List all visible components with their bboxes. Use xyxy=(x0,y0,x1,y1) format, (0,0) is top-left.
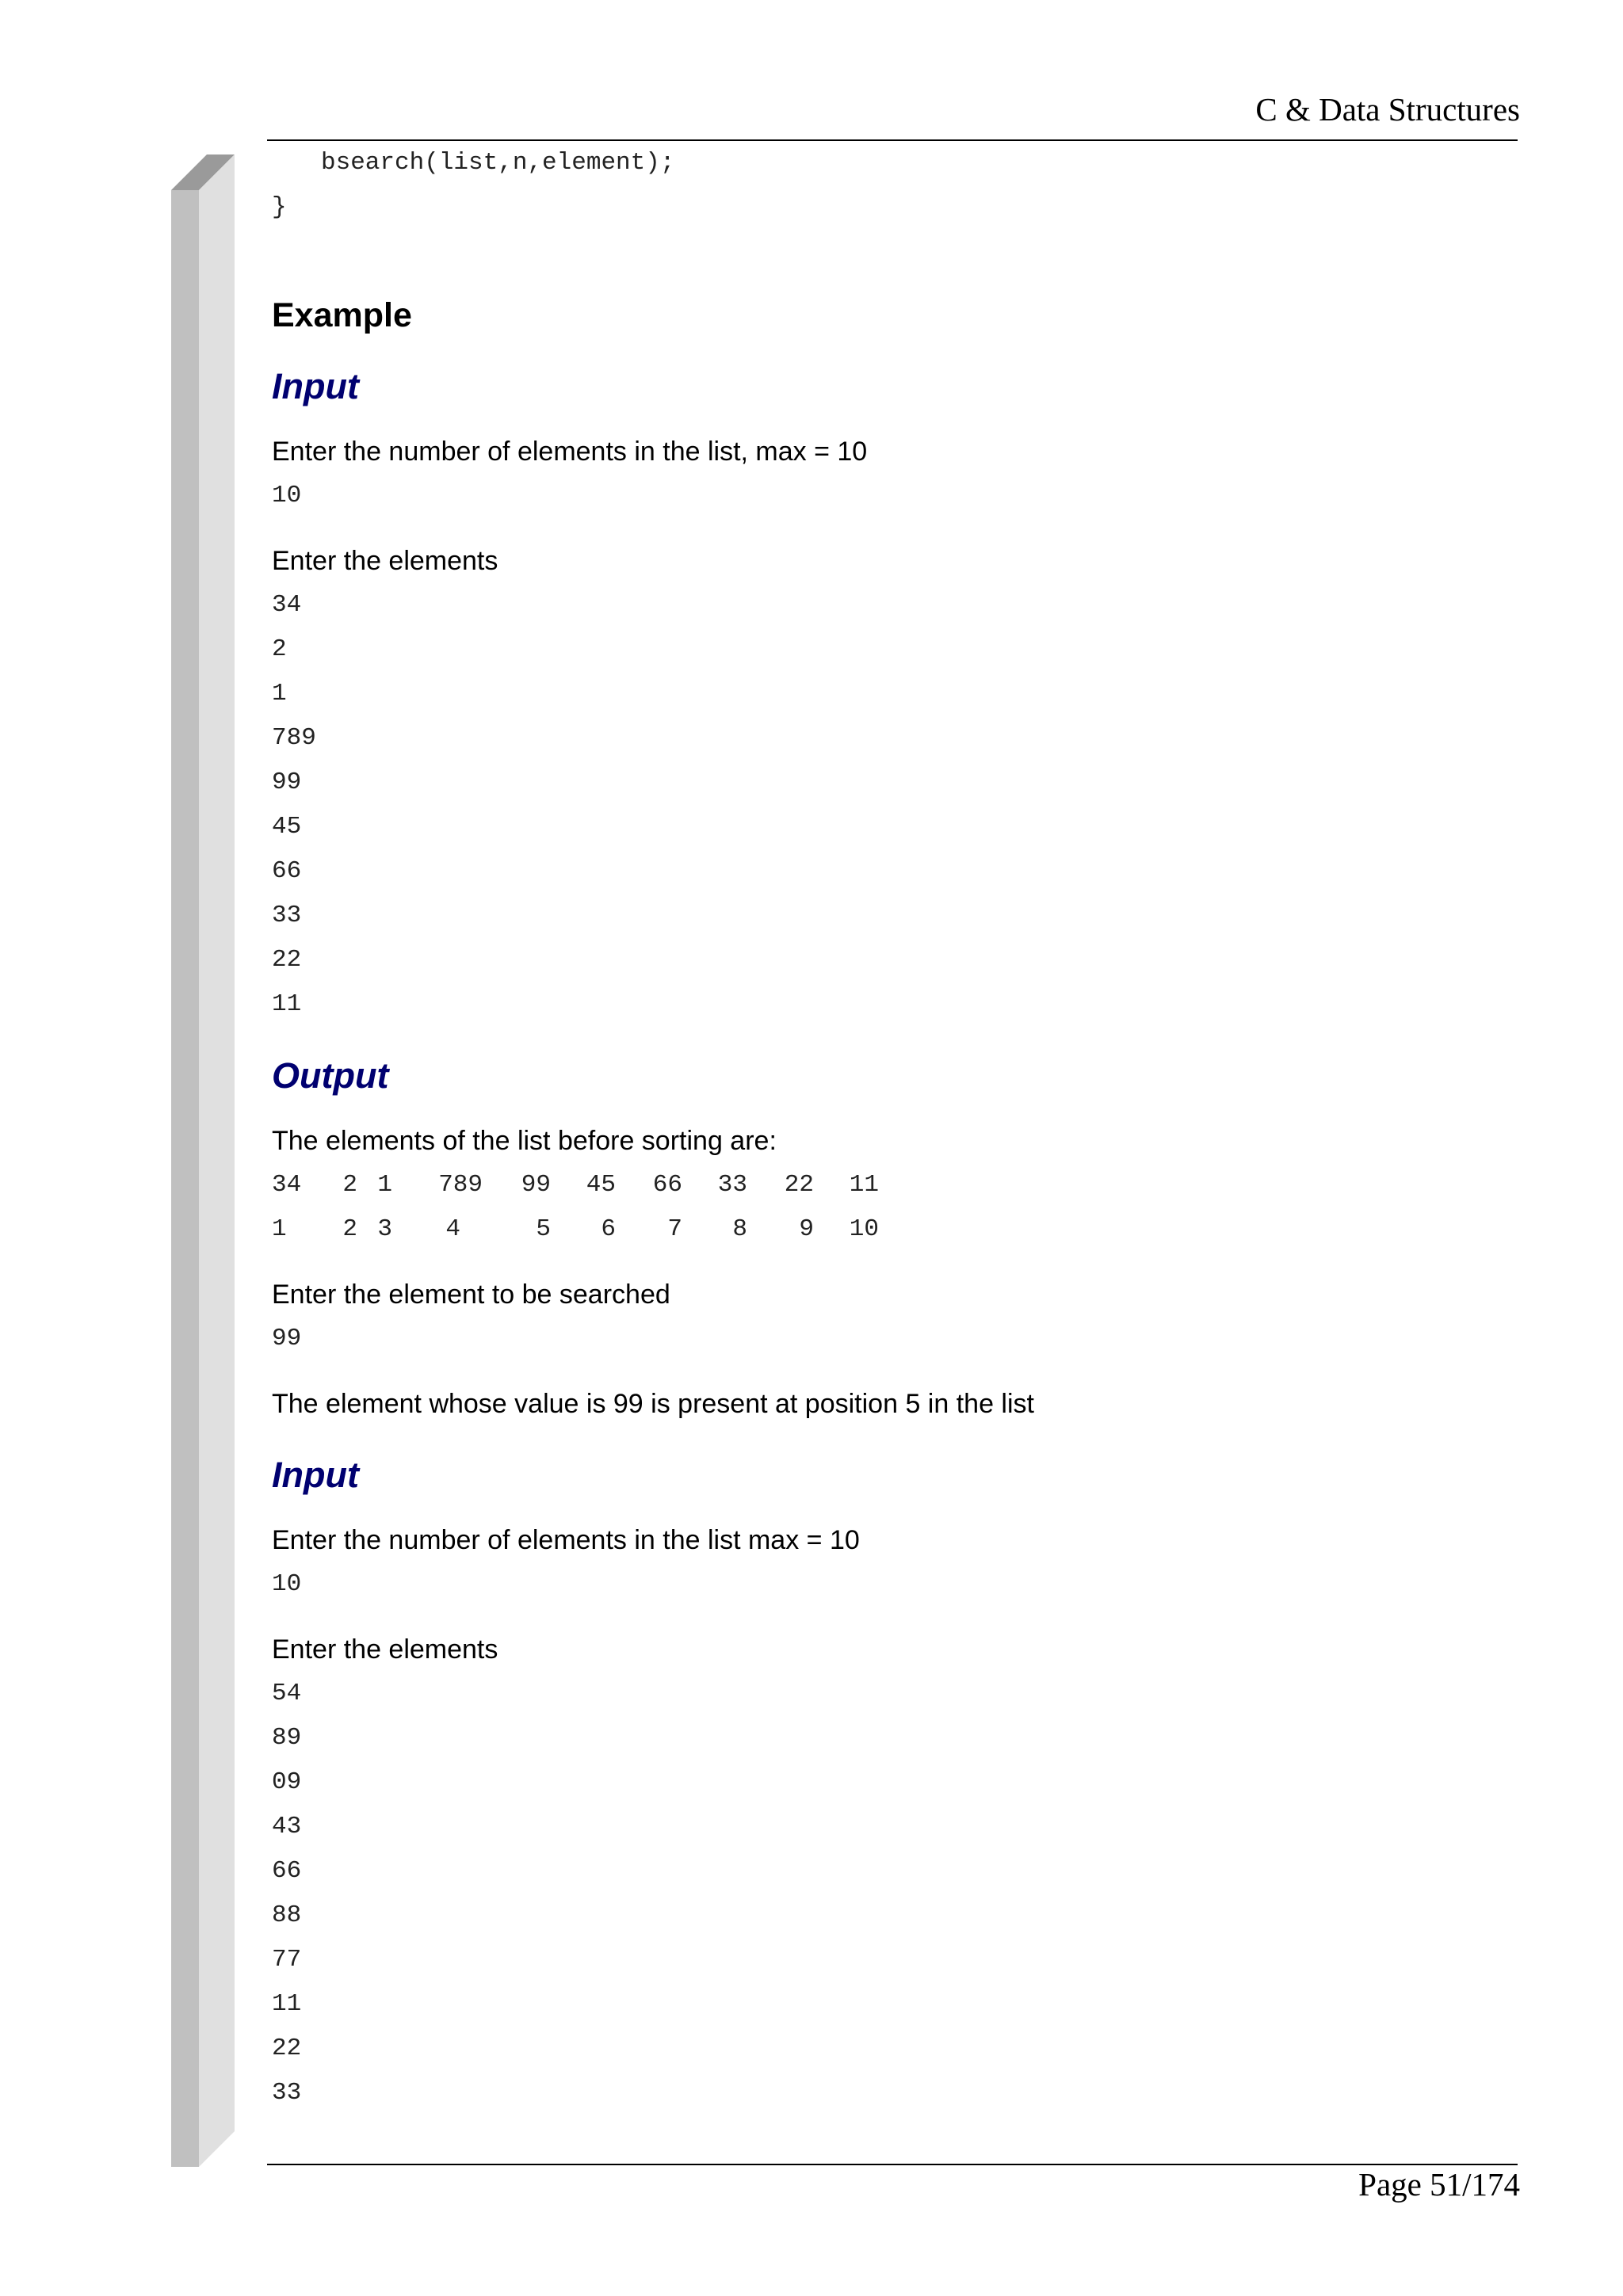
code-snippet xyxy=(272,141,1508,230)
element-value: 11 xyxy=(272,1990,302,2018)
page-binding-bar xyxy=(171,154,235,2167)
element-value: 89 xyxy=(272,1724,302,1752)
binding-bar-face xyxy=(199,154,235,2167)
list-index: 3 xyxy=(377,1215,392,1243)
list-index: 1 xyxy=(272,1215,287,1243)
binding-bar-edge xyxy=(171,190,199,2167)
prompt-elements: Enter the elements xyxy=(272,546,498,576)
element-value: 11 xyxy=(272,990,302,1018)
list-index: 4 xyxy=(445,1215,460,1243)
page-number: Page 51/174 xyxy=(1358,2166,1520,2203)
prompt-search: Enter the element to be searched xyxy=(272,1280,670,1310)
list-value: 34 xyxy=(272,1171,302,1199)
list-index: 8 xyxy=(732,1215,747,1243)
element-value: 54 xyxy=(272,1680,302,1707)
list-index: 2 xyxy=(342,1215,357,1243)
element-value: 77 xyxy=(272,1946,302,1974)
element-value: 99 xyxy=(272,769,302,796)
element-value: 34 xyxy=(272,591,302,619)
running-header: C & Data Structures xyxy=(1255,91,1520,128)
list-index: 5 xyxy=(536,1215,551,1243)
element-value: 09 xyxy=(272,1768,302,1796)
list-value: 66 xyxy=(652,1171,682,1199)
list-value: 99 xyxy=(521,1171,551,1199)
search-result: The element whose value is 99 is present at position 5 in the list xyxy=(272,1389,1034,1419)
example-heading: Example xyxy=(272,296,412,334)
element-value: 88 xyxy=(272,1901,302,1929)
prompt-elements: Enter the elements xyxy=(272,1634,498,1665)
input-heading: Input xyxy=(272,366,359,406)
search-value: 99 xyxy=(272,1325,302,1352)
page-content xyxy=(272,141,1508,2115)
list-value: 789 xyxy=(438,1171,483,1199)
list-value: 33 xyxy=(717,1171,747,1199)
list-index: 9 xyxy=(799,1215,814,1243)
list-value: 2 xyxy=(342,1171,357,1199)
list-value: 22 xyxy=(784,1171,814,1199)
footer-rule xyxy=(267,2164,1518,2165)
prompt-count: Enter the number of elements in the list, max = 10 xyxy=(272,437,868,467)
element-value: 43 xyxy=(272,1813,302,1840)
element-value: 66 xyxy=(272,1857,302,1885)
count-value: 10 xyxy=(272,482,302,509)
element-value: 33 xyxy=(272,902,302,929)
element-value: 2 xyxy=(272,635,287,663)
list-index: 10 xyxy=(849,1215,879,1243)
element-value: 22 xyxy=(272,946,302,974)
list-table xyxy=(272,1163,879,1252)
list-value: 11 xyxy=(849,1171,879,1199)
element-list xyxy=(272,1672,1508,2115)
code-line: } xyxy=(272,193,287,221)
element-value: 66 xyxy=(272,857,302,885)
input-heading: Input xyxy=(272,1455,359,1495)
prompt-count: Enter the number of elements in the list max = 10 xyxy=(272,1525,860,1555)
element-value: 33 xyxy=(272,2079,302,2107)
element-value: 45 xyxy=(272,813,302,841)
code-line: bsearch(list,n,element); xyxy=(321,149,675,177)
element-value: 789 xyxy=(272,724,316,752)
index-row xyxy=(272,1207,879,1252)
list-index: 7 xyxy=(667,1215,682,1243)
list-value: 45 xyxy=(586,1171,616,1199)
element-value: 22 xyxy=(272,2035,302,2062)
output-heading: Output xyxy=(272,1055,389,1096)
element-value: 1 xyxy=(272,680,287,707)
count-value: 10 xyxy=(272,1570,302,1598)
before-sorting-label: The elements of the list before sorting are: xyxy=(272,1126,777,1156)
values-row xyxy=(272,1163,879,1207)
list-value: 1 xyxy=(377,1171,392,1199)
element-list xyxy=(272,583,1508,1027)
list-index: 6 xyxy=(601,1215,616,1243)
